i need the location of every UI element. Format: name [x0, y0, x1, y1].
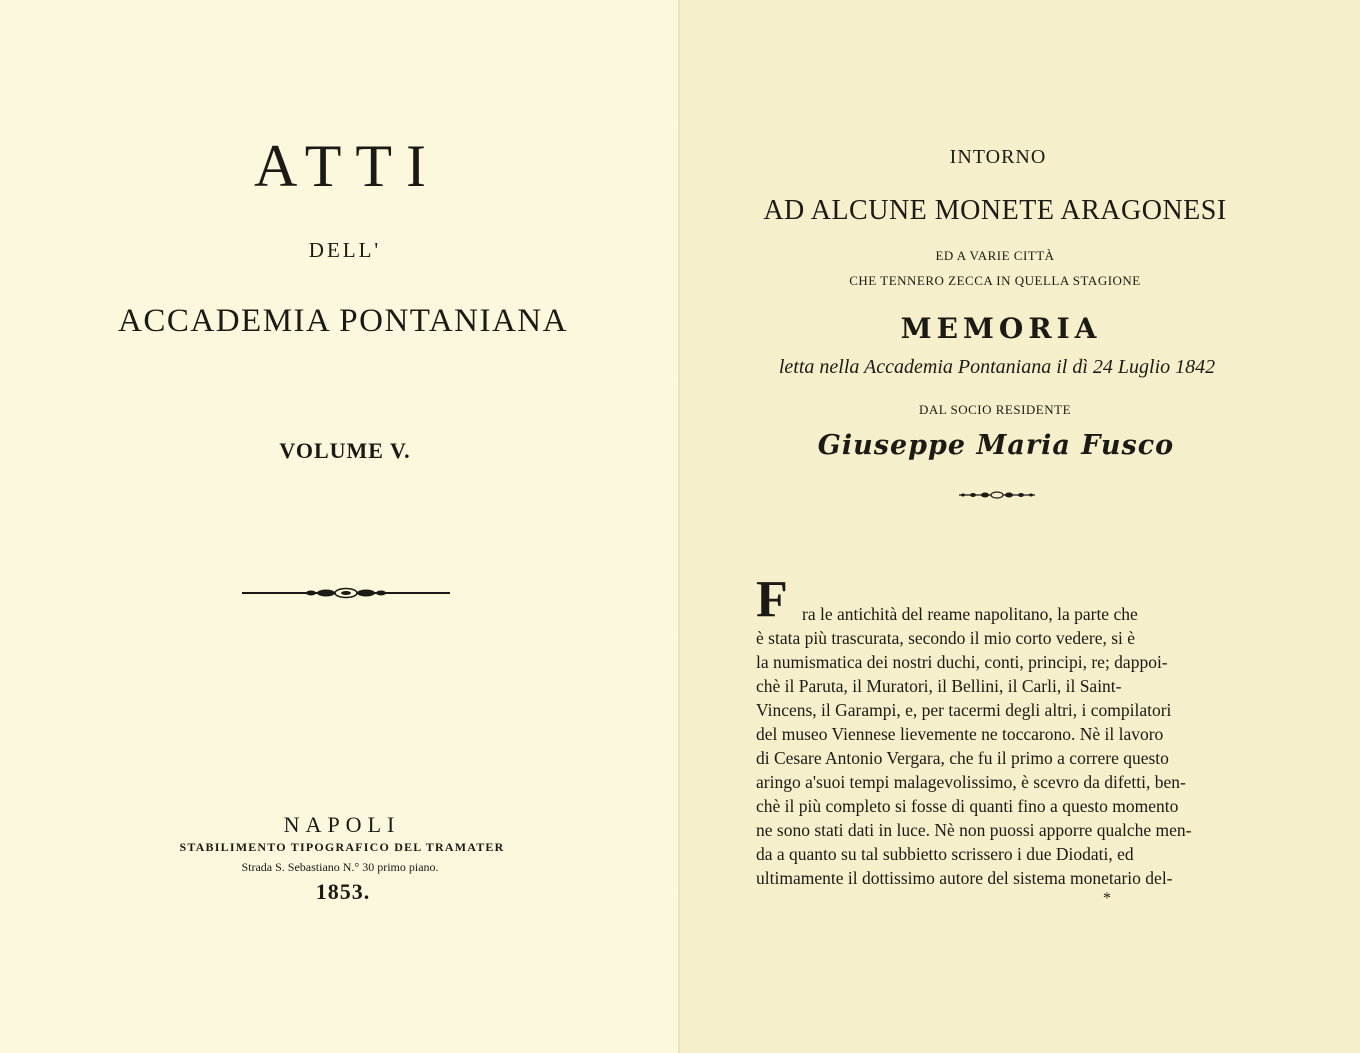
signature-mark: *	[1103, 890, 1111, 907]
imprint-printer: STABILIMENTO TIPOGRAFICO DEL TRAMATER	[179, 840, 505, 854]
reading-date-line: letta nella Accademia Pontaniana il dì 24 Luglio 1842	[778, 356, 1216, 378]
body-line: è stata più trascurata, secondo il mio corto vedere, si è	[756, 628, 1136, 648]
volume-number: VOLUME V.	[279, 438, 411, 463]
body-line: chè il più completo si fosse di quanti fino a questo momento	[756, 796, 1179, 816]
imprint-address: Strada S. Sebastiano N.° 30 primo piano.	[241, 860, 439, 874]
body-line: di Cesare Antonio Vergara, che fu il primo a correre questo	[756, 748, 1169, 768]
memoir-subtitle-2: CHE TENNERO ZECCA IN QUELLA STAGIONE	[849, 273, 1141, 288]
body-line: Vincens, il Garampi, e, per tacermi degli altri, i compilatori	[756, 700, 1172, 720]
body-line: da a quanto su tal subbietto scrissero i due Diodati, ed	[756, 844, 1134, 864]
title-dell: DELL'	[308, 238, 382, 262]
volume-title: ATTI	[254, 133, 440, 199]
imprint-city: NAPOLI	[283, 812, 401, 837]
memoir-title: AD ALCUNE MONETE ARAGONESI	[763, 195, 1227, 226]
body-line: del museo Viennese lievemente ne toccarono. Nè il lavoro	[756, 724, 1164, 744]
body-line: la numismatica dei nostri duchi, conti, principi, re; dappoi-	[756, 652, 1168, 672]
small-ornament	[957, 490, 1037, 500]
body-line: ultimamente il dottissimo autore del sistema monetario del-	[756, 868, 1173, 888]
body-line: ra le antichità del reame napolitano, la parte che	[802, 604, 1138, 624]
ornamental-rule	[242, 586, 450, 600]
body-line: aringo a'suoi tempi malagevolissimo, è scevro da difetti, ben-	[756, 772, 1186, 792]
academy-name: ACCADEMIA PONTANIANA	[118, 303, 568, 339]
memoir-intro-word: INTORNO	[949, 146, 1047, 168]
author-name: Giuseppe Maria Fusco	[817, 430, 1175, 461]
memoria-heading: MEMORIA	[900, 312, 1102, 345]
member-line: DAL SOCIO RESIDENTE	[918, 402, 1072, 417]
body-line: chè il Paruta, il Muratori, il Bellini, il Carli, il Saint-	[756, 676, 1122, 696]
imprint-year: 1853.	[315, 879, 371, 904]
body-line: ne sono stati dati in luce. Nè non puossi apporre qualche men-	[756, 820, 1192, 840]
memoir-subtitle-1: ED A VARIE CITTÀ	[935, 248, 1055, 263]
drop-cap: F	[756, 571, 788, 628]
